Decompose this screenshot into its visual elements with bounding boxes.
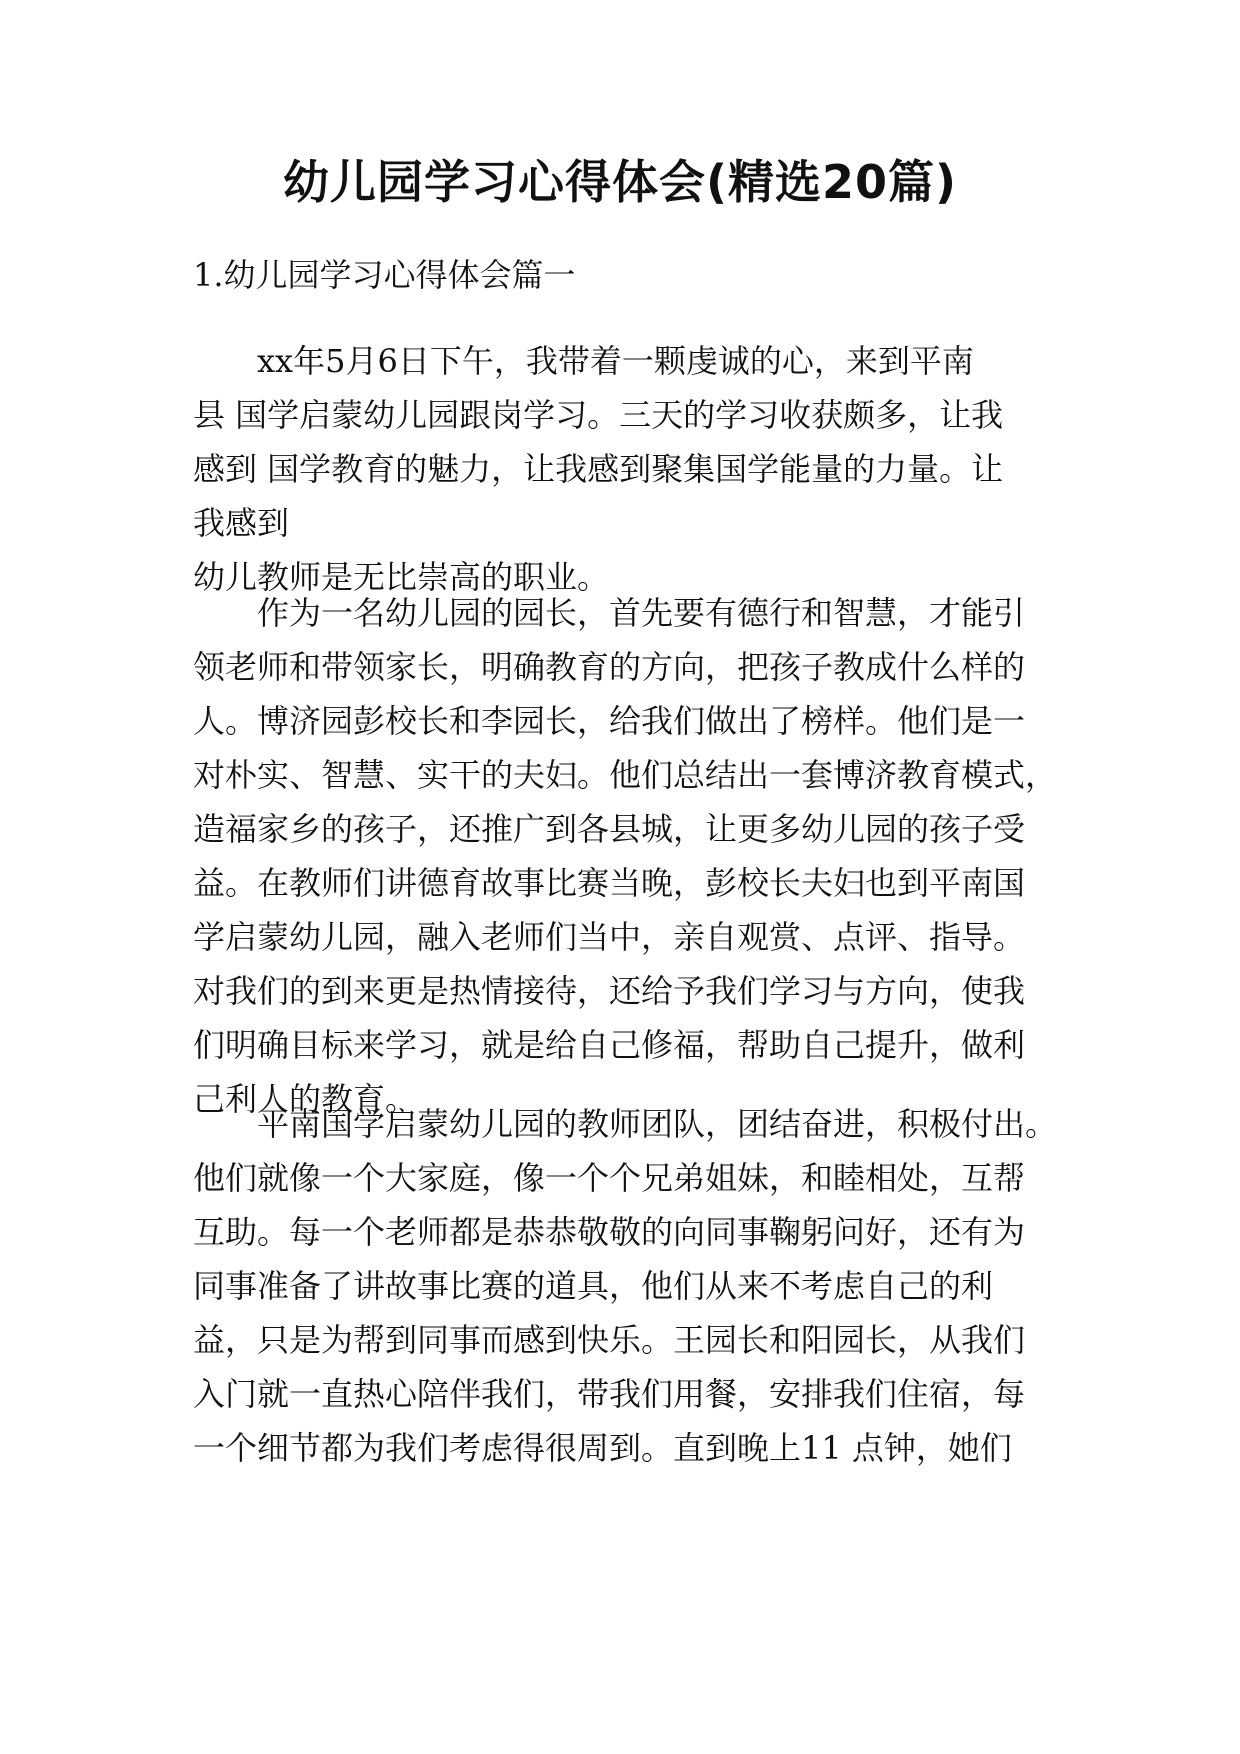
- paragraph-line: 学启蒙幼儿园，融入老师们当中，亲自观赏、点评、指导。: [193, 918, 1026, 956]
- paragraph-line: 益，只是为帮到同事而感到快乐。王园长和阳园长，从我们: [193, 1321, 1026, 1359]
- paragraph-line: 感到 国学教育的魅力，让我感到聚集国学能量的力量。让: [193, 450, 1004, 488]
- paragraph-line: 幼儿教师是无比崇高的职业。: [193, 558, 610, 596]
- paragraph-1: [193, 334, 1073, 604]
- section-heading: 1.幼儿园学习心得体会篇一: [193, 256, 576, 294]
- paragraph-line: 领老师和带领家长，明确教育的方向，把孩子教成什么样的: [193, 648, 1026, 686]
- paragraph-line: 一个细节都为我们考虑得很周到。直到晚上11 点钟，她们: [193, 1429, 1012, 1467]
- paragraph-line: 己利人的教育。: [193, 1080, 418, 1118]
- paragraph-line: 们明确目标来学习，就是给自己修福，帮助自己提升，做利: [193, 1026, 1026, 1064]
- paragraph-line: 同事准备了讲故事比赛的道具，他们从来不考虑自己的利: [193, 1267, 994, 1305]
- paragraph-line: 县 国学启蒙幼儿园跟岗学习。三天的学习收获颇多，让我: [193, 396, 1004, 434]
- paragraph-2: [193, 586, 1073, 1126]
- paragraph-line: 对我们的到来更是热情接待，还给予我们学习与方向，使我: [193, 972, 1026, 1010]
- paragraph-line: 我感到: [193, 504, 290, 542]
- paragraph-line: 作为一名幼儿园的园长，首先要有德行和智慧，才能引: [257, 594, 1026, 632]
- paragraph-line: 对朴实、智慧、实干的夫妇。他们总结出一套博济教育模式，: [193, 756, 1058, 794]
- paragraph-line: xx年5月6日下午，我带着一颗虔诚的心，来到平南: [257, 342, 974, 380]
- paragraph-line: 平南国学启蒙幼儿园的教师团队，团结奋进，积极付出。: [257, 1105, 1058, 1143]
- paragraph-line: 人。博济园彭校长和李园长，给我们做出了榜样。他们是一: [193, 702, 1026, 740]
- paragraph-line: 他们就像一个大家庭，像一个个兄弟姐妹，和睦相处，互帮: [193, 1159, 1026, 1197]
- paragraph-3: [193, 1097, 1073, 1475]
- paragraph-line: 入门就一直热心陪伴我们，带我们用餐，安排我们住宿，每: [193, 1375, 1026, 1413]
- paragraph-line: 造福家乡的孩子，还推广到各县城，让更多幼儿园的孩子受: [193, 810, 1026, 848]
- paragraph-line: 益。在教师们讲德育故事比赛当晚，彭校长夫妇也到平南国: [193, 864, 1026, 902]
- document-title: 幼儿园学习心得体会(精选20篇): [282, 155, 958, 209]
- paragraph-line: 互助。每一个老师都是恭恭敬敬的向同事鞠躬问好，还有为: [193, 1213, 1026, 1251]
